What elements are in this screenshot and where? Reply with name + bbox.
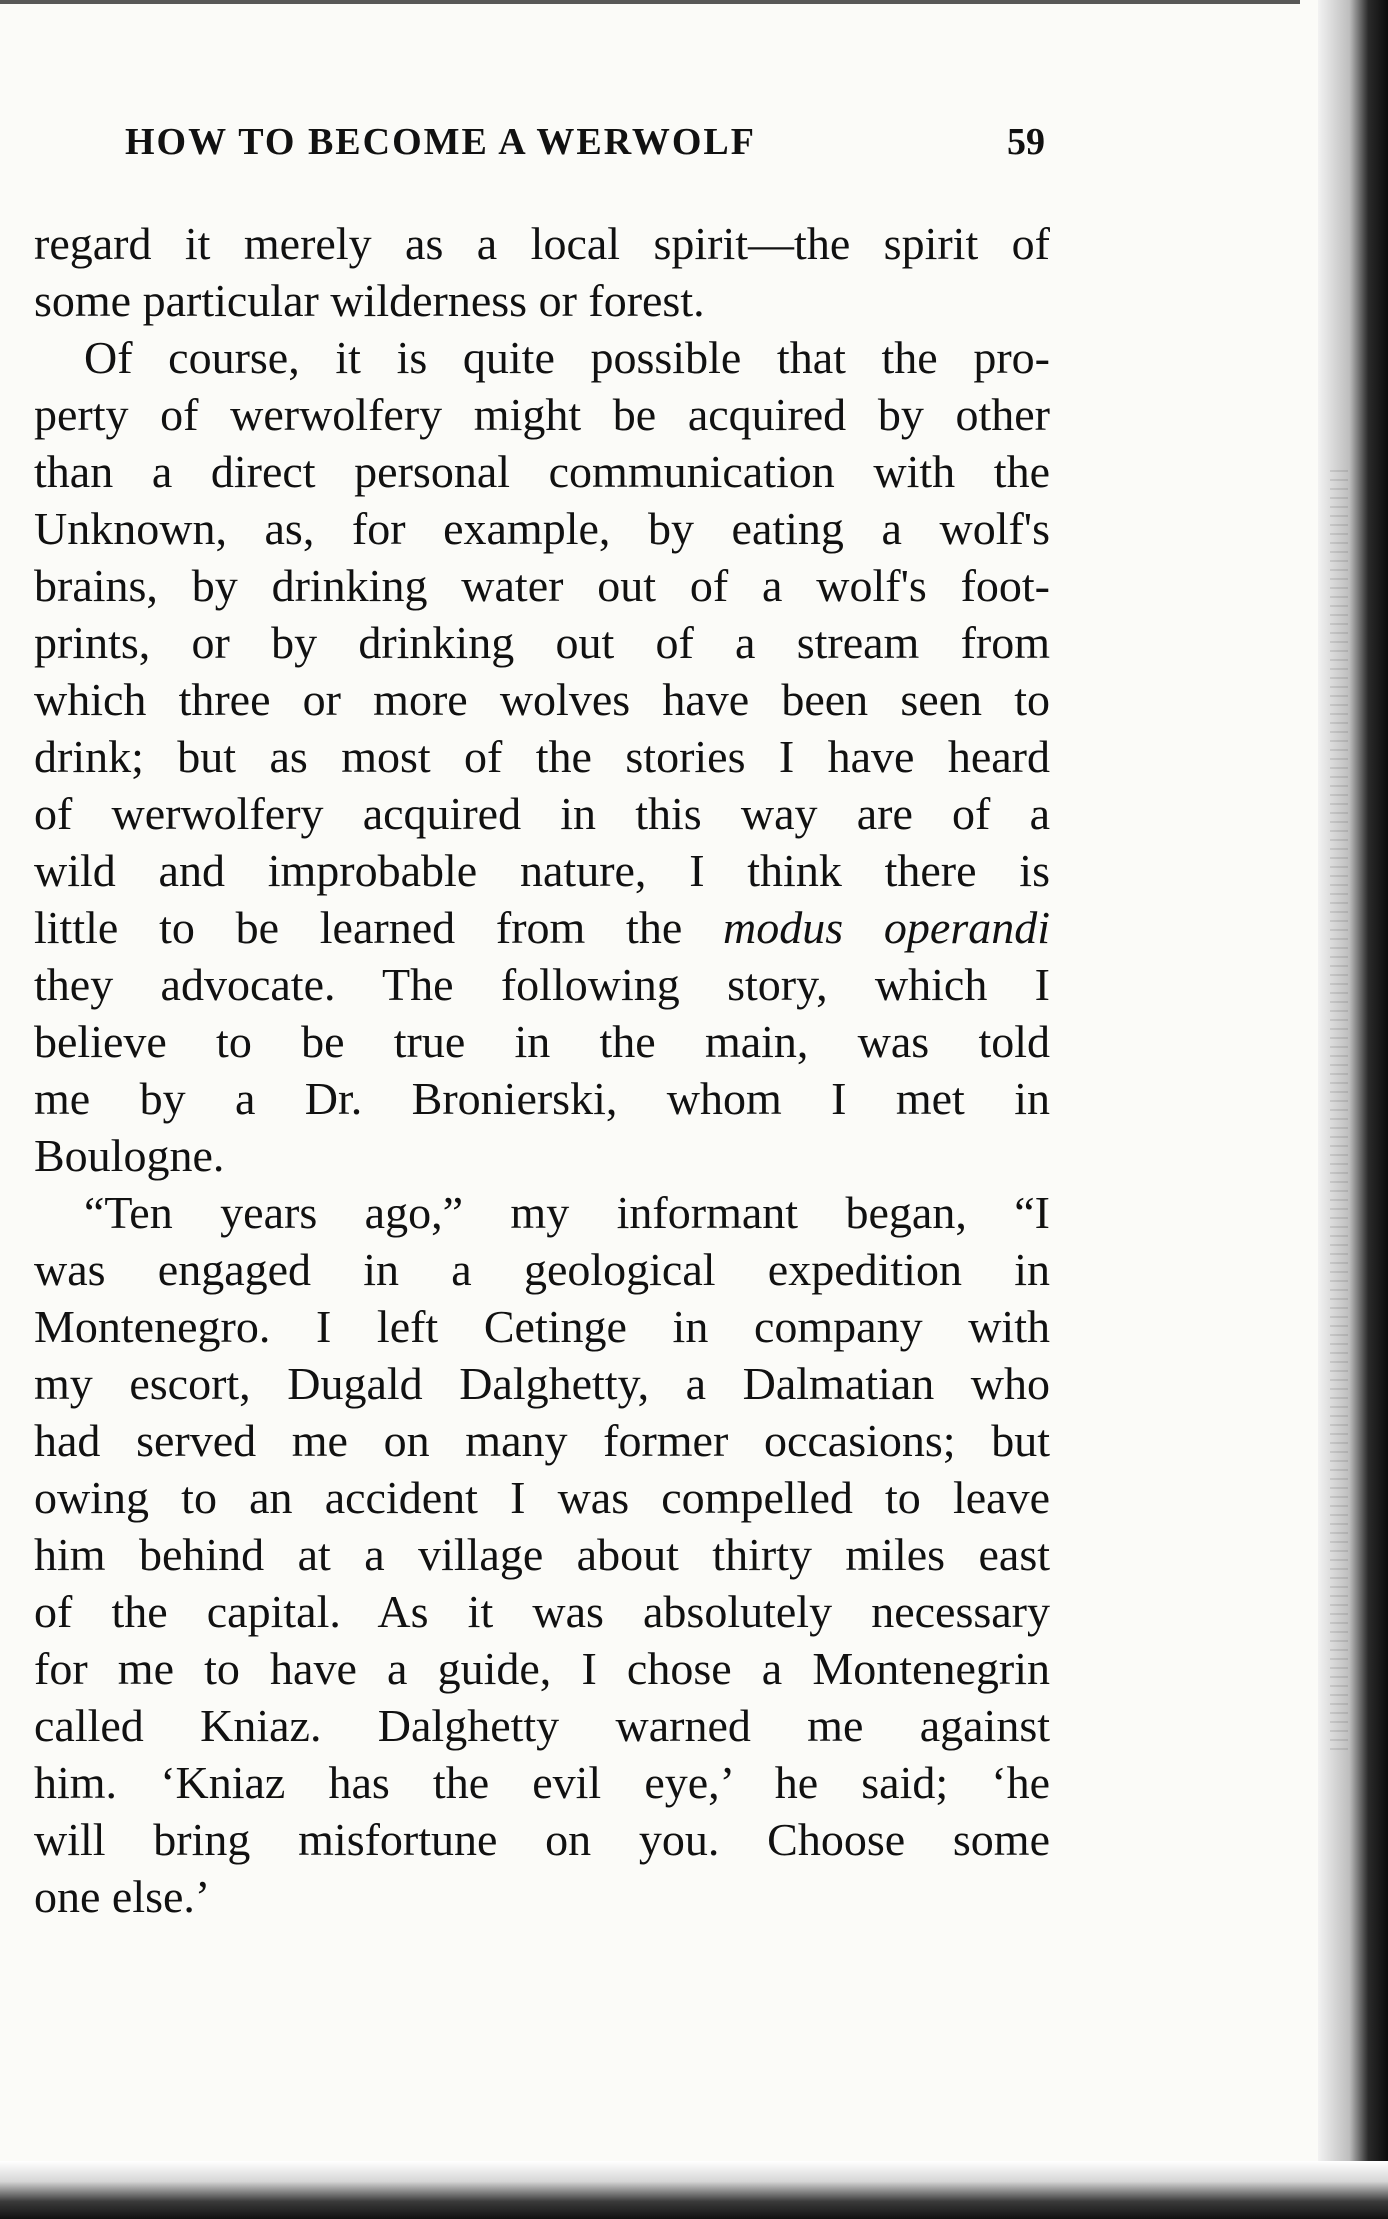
text-line: him behind at a village about thirty miles east [34,1529,1050,1580]
italic-phrase: modus operandi [723,902,1051,953]
text-line: which three or more wolves have been seen to [34,674,1050,725]
text-line: prints, or by drinking out of a stream from [34,617,1050,668]
text-line: will bring misfortune on you. Choose some [34,1814,1050,1865]
text-line: my escort, Dugald Dalghetty, a Dalmatian who [34,1358,1050,1409]
text-line [34,899,1050,956]
page-right-edge-shadow [1318,0,1388,2219]
text-line: me by a Dr. Bronierski, whom I met in [34,1073,1050,1124]
text-line: him. ‘Kniaz has the evil eye,’ he said; ‘he [34,1757,1050,1808]
text-line: was engaged in a geological expedition in [34,1244,1050,1295]
page-edge-speckle [1330,470,1348,1750]
text-line: Of course, it is quite possible that the pro- [84,332,1050,383]
text-line: regard it merely as a local spirit—the spirit of [34,218,1050,269]
text-line: perty of werwolfery might be acquired by other [34,389,1050,440]
text-line: for me to have a guide, I chose a Montenegrin [34,1643,1050,1694]
text-line: one else.’ [34,1871,211,1922]
text-line: drink; but as most of the stories I have heard [34,731,1050,782]
page-number: 59 [1007,121,1045,163]
running-head: HOW TO BECOME A WERWOLF [125,121,756,163]
text-line: believe to be true in the main, was told [34,1016,1050,1067]
text-line: they advocate. The following story, which I [34,959,1050,1010]
body-text [34,215,1050,1925]
page-bottom-edge-shadow [0,2161,1388,2219]
text-line: had served me on many former occasions; but [34,1415,1050,1466]
text-line: than a direct personal communication with the [34,446,1050,497]
text-line: Unknown, as, for example, by eating a wolf's [34,503,1050,554]
page-header [125,120,1045,180]
text-line: of werwolfery acquired in this way are of a [34,788,1050,839]
text-line: Boulogne. [34,1130,225,1181]
text-line: brains, by drinking water out of a wolf's foot- [34,560,1050,611]
page-top-edge [0,0,1300,4]
text-line: wild and improbable nature, I think there is [34,845,1050,896]
text-line: some particular wilderness or forest. [34,275,705,326]
text-line: owing to an accident I was compelled to leave [34,1472,1050,1523]
text-line: “Ten years ago,” my informant began, “I [84,1187,1050,1238]
text-line: Montenegro. I left Cetinge in company with [34,1301,1050,1352]
text-line: called Kniaz. Dalghetty warned me against [34,1700,1050,1751]
text-span: little to be learned from the [34,902,683,953]
text-line: of the capital. As it was absolutely necessary [34,1586,1050,1637]
